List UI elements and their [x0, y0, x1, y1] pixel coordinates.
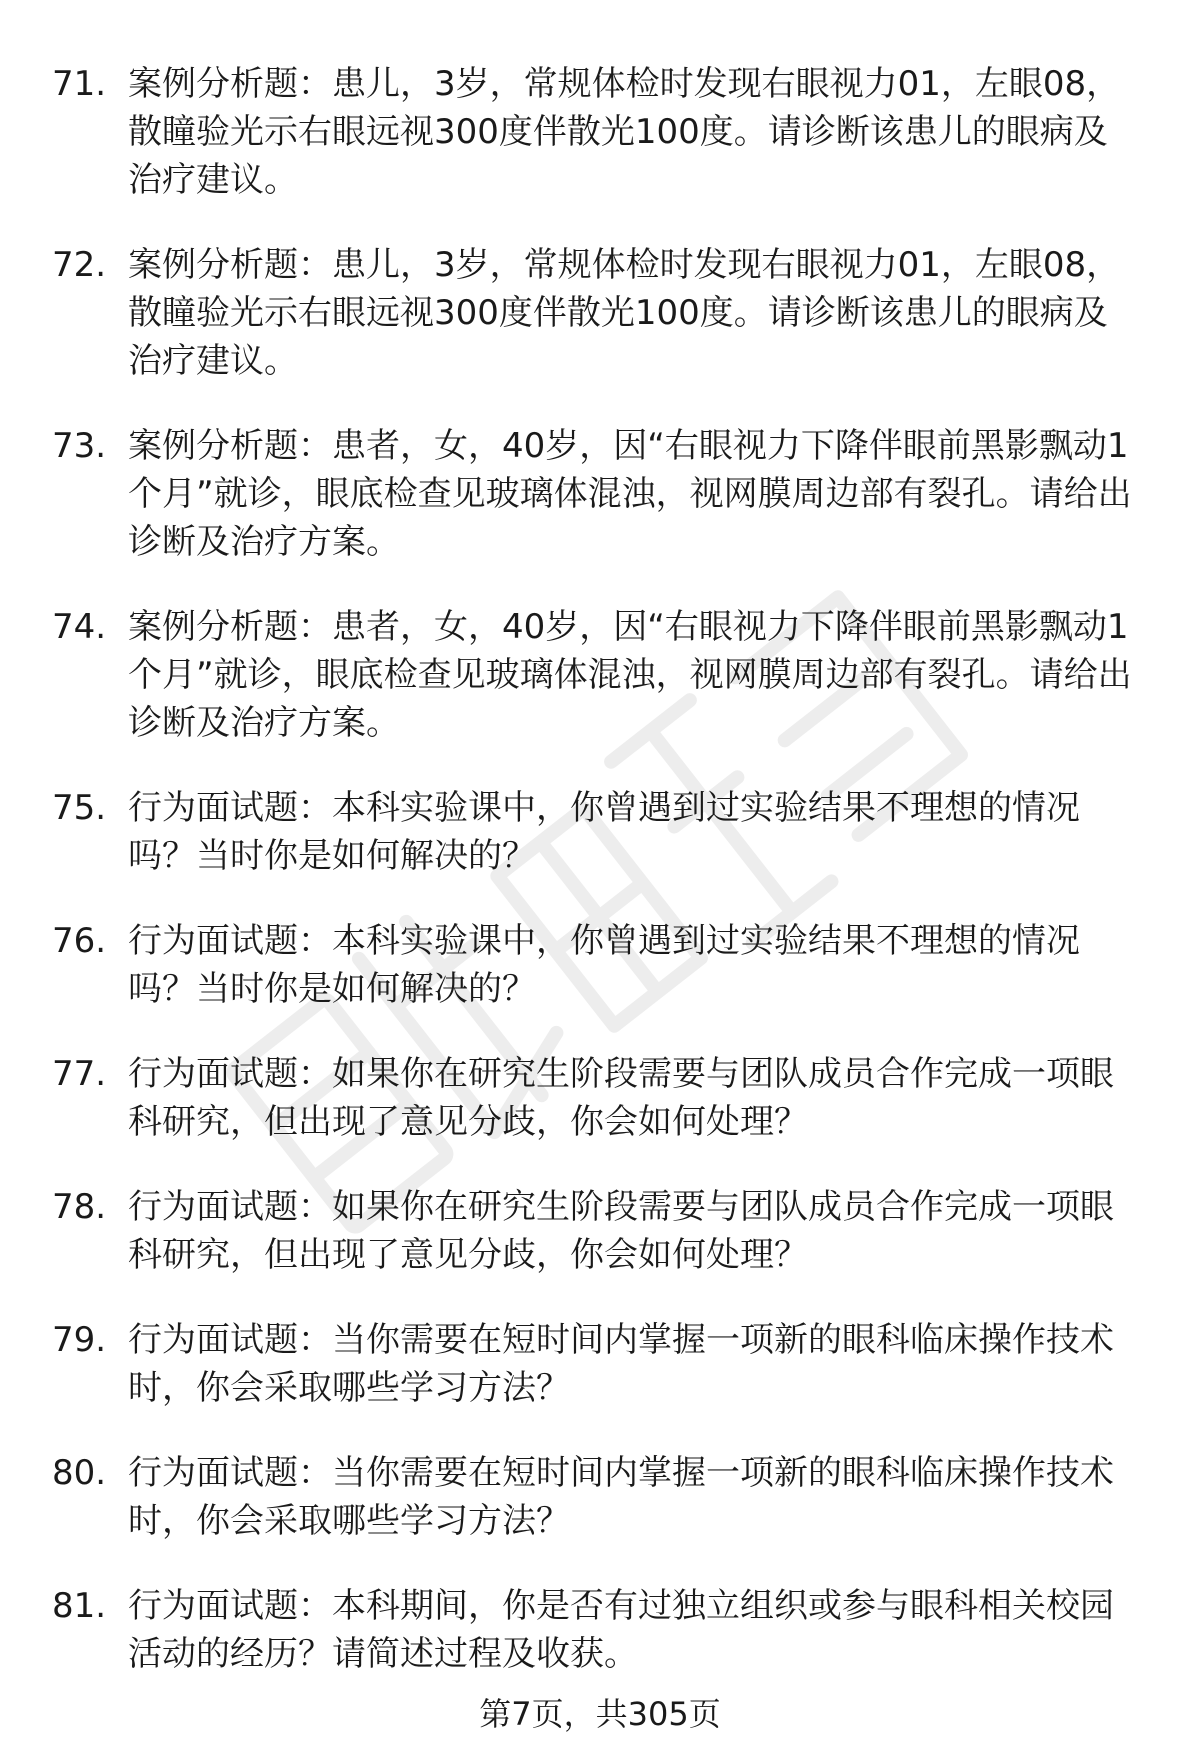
question-item — [0, 1050, 1200, 1146]
question-number: 78. — [52, 1187, 107, 1227]
question-text: 行为面试题：如果你在研究生阶段需要与团队成员合作完成一项眼科研究，但出现了意见分歧，你会如何处理？ — [128, 1187, 1114, 1275]
page-number-label: 第7页，共305页 — [479, 1695, 721, 1733]
question-number: 79. — [52, 1320, 107, 1360]
question-text: 案例分析题：患者，女，40岁，因“右眼视力下降伴眼前黑影飘动1个月”就诊，眼底检查见玻璃体混浊，视网膜周边部有裂孔。请给出诊断及治疗方案。 — [128, 426, 1132, 562]
question-number: 73. — [52, 426, 107, 466]
question-text: 行为面试题：本科期间，你是否有过独立组织或参与眼科相关校园活动的经历？请简述过程及收获。 — [128, 1586, 1114, 1674]
question-item — [0, 917, 1200, 1013]
question-text: 案例分析题：患者，女，40岁，因“右眼视力下降伴眼前黑影飘动1个月”就诊，眼底检查见玻璃体混浊，视网膜周边部有裂孔。请给出诊断及治疗方案。 — [128, 607, 1132, 743]
question-number: 74. — [52, 607, 107, 647]
question-item — [0, 1316, 1200, 1412]
question-item — [0, 1449, 1200, 1545]
question-number: 80. — [52, 1453, 107, 1493]
question-number: 76. — [52, 921, 107, 961]
question-item — [0, 1582, 1200, 1678]
question-number: 77. — [52, 1054, 107, 1094]
question-item — [0, 60, 1200, 204]
question-number: 75. — [52, 788, 107, 828]
question-list — [0, 60, 1200, 1678]
question-item — [0, 422, 1200, 566]
question-number: 72. — [52, 245, 107, 285]
question-item — [0, 241, 1200, 385]
page-footer — [0, 1694, 1200, 1734]
question-text: 行为面试题：如果你在研究生阶段需要与团队成员合作完成一项眼科研究，但出现了意见分歧，你会如何处理？ — [128, 1054, 1114, 1142]
question-text: 案例分析题：患儿，3岁，常规体检时发现右眼视力01，左眼08，散瞳验光示右眼远视300度伴散光100度。请诊断该患儿的眼病及治疗建议。 — [128, 245, 1121, 381]
question-item — [0, 784, 1200, 880]
question-text: 案例分析题：患儿，3岁，常规体检时发现右眼视力01，左眼08，散瞳验光示右眼远视300度伴散光100度。请诊断该患儿的眼病及治疗建议。 — [128, 64, 1121, 200]
question-number: 81. — [52, 1586, 107, 1626]
question-text: 行为面试题：当你需要在短时间内掌握一项新的眼科临床操作技术时，你会采取哪些学习方法？ — [128, 1320, 1114, 1408]
question-text: 行为面试题：本科实验课中，你曾遇到过实验结果不理想的情况吗？当时你是如何解决的？ — [128, 921, 1080, 1009]
question-number: 71. — [52, 64, 107, 104]
question-item — [0, 603, 1200, 747]
question-text: 行为面试题：本科实验课中，你曾遇到过实验结果不理想的情况吗？当时你是如何解决的？ — [128, 788, 1080, 876]
question-text: 行为面试题：当你需要在短时间内掌握一项新的眼科临床操作技术时，你会采取哪些学习方法？ — [128, 1453, 1114, 1541]
question-item — [0, 1183, 1200, 1279]
